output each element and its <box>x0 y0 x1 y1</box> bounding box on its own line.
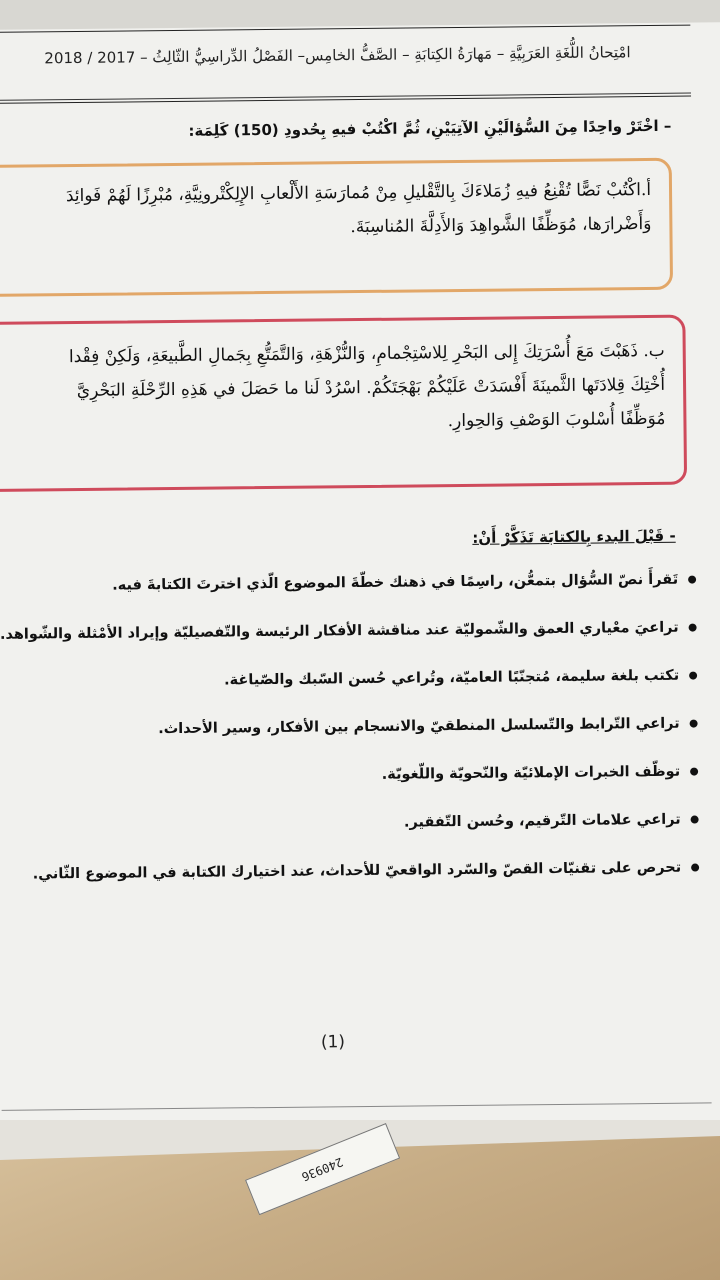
question-b-line: أُخْتِكَ قِلادَتَها الثَّمينَةَ أَفْسَدَتْ عَلَيْكُمْ بَهْجَتَكُمْ. اسْرُدْ لَنا ما حَصَلَ في هَذِهِ الرِّحْلَةِ البَحْرِيَّ <box>76 374 666 402</box>
bullet-icon <box>690 768 698 776</box>
tip-text: تكتب بلغة سليمة، مُتجنّبًا العاميّة، وتُراعي حُسن السّبك والصّياغة. <box>224 667 680 689</box>
tip-item <box>58 757 698 812</box>
bullet-icon <box>688 576 696 584</box>
tip-text: توظّف الخبرات الإملائيّة والنّحويّة واللّغويّة. <box>381 763 681 783</box>
bullet-icon <box>691 816 699 824</box>
tips-title: - قَبْلَ البدء بِالكتابَة تَذَكَّرْ أَنْ: <box>472 526 676 547</box>
tip-text: تراعي علامات التّرقيم، وحُسن التّفقير. <box>403 811 681 831</box>
question-a-line: أ.اكْتُبْ نَصًّا تُقْنِعُ فيهِ زُمَلاءَكَ بِالتَّقْليلِ مِنْ مُمارَسَةِ الأَلْعابِ الإِلِكْتْرونِيَّةِ، مُبْرِزًا لَهُمْ فَوائِدَ <box>65 179 652 207</box>
sticker-number: 240936 <box>299 1154 346 1184</box>
bullet-icon <box>690 720 698 728</box>
question-b-box <box>0 315 687 493</box>
tip-item <box>57 661 697 716</box>
question-a-box <box>0 158 673 298</box>
tip-text: تراعي التّرابط والتّسلسل المنطقيّ والانسجام بين الأفكار، وسير الأحداث. <box>158 715 680 738</box>
question-b-line: ب. ذَهَبْتَ مَعَ أُسْرَتِكَ إِلى البَحْرِ لِلاسْتِجْمامِ، وَالنُّزْهَةِ، وَالتَّمَتُّعِ بِجَمالِ الطَّبيعَةِ، وَلَكِنْ فِقْدا <box>68 340 665 368</box>
tip-item <box>57 709 697 764</box>
tips-list <box>0 565 699 908</box>
tip-item <box>58 805 698 860</box>
tip-item <box>56 565 696 620</box>
question-b-line: مُوَظِّفًا أُسْلوبَ الوَصْفِ وَالحِوارِ. <box>447 408 666 432</box>
tip-text: تراعيَ معْياري العمق والشّموليّة عند مناقشة الأفكار الرئيسة والتّفصيليّة وإيراد الأمْثلة والشّواهد. <box>0 619 679 643</box>
question-a-line: وَأَضْرارَها، مُوَظِّفًا الشَّواهِدَ وَالأَدِلَّةَ المُناسِبَةَ. <box>350 213 652 238</box>
tip-item <box>32 853 699 908</box>
exam-header-title: امْتِحانُ اللُّغَةِ العَرَبِيَّةِ – مَهارَةُ الكِتابَةِ – الصَّفُّ الخامِس– الفَصْلُ الدِّراسِيُّ الثّالِثُ – 2017 / 2018 <box>44 43 631 68</box>
page-bottom-line <box>2 1102 712 1110</box>
tip-item <box>0 613 696 668</box>
tip-text: تحرص على تقنيّات القصّ والسّرد الواقعيّ للأحداث، عند اختيارك الكتابة في الموضوع الثّاني. <box>32 859 682 883</box>
page-number: (1) <box>320 1032 346 1053</box>
bullet-icon <box>691 864 699 872</box>
bullet-icon <box>689 672 697 680</box>
tip-text: تَقرأَ نصّ السُّؤال بتمعُّن، راسِمًا في ذهنك خطّةَ الموضوع الّذي اخترتَ الكتابةَ فيه. <box>112 571 679 594</box>
bullet-icon <box>689 624 697 632</box>
instruction-text: – اخْتَرْ واحِدًا مِنَ السُّؤالَيْنِ الآتِيَيْنِ، ثُمَّ اكْتُبْ فيهِ بِحُدودِ (150) كَلِمَة: <box>188 116 672 140</box>
